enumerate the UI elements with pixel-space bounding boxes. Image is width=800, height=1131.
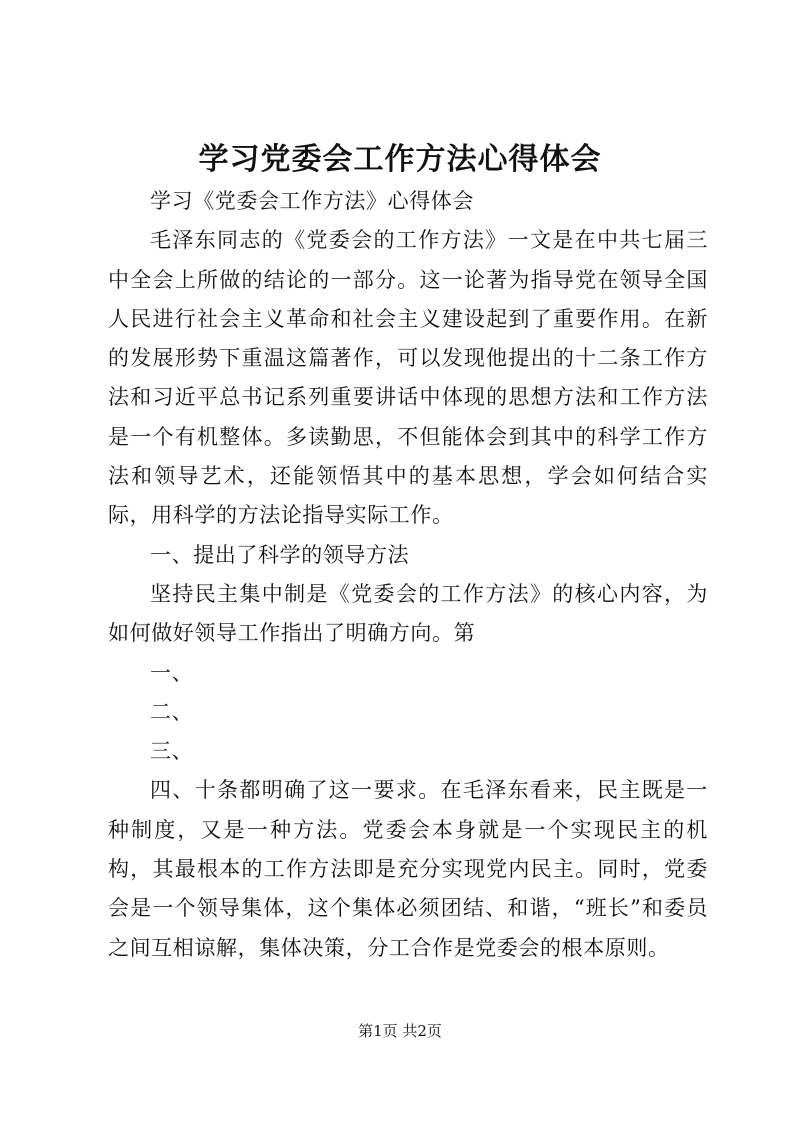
body-paragraph: 四、十条都明确了这一要求。在毛泽东看来，民主既是一种制度，又是一种方法。党委会本身就是一个实现民主的机构，其最根本的工作方法即是充分实现党内民主。同时，党委会是一个领导集体，这个集体必须团结、和谐，“班长”和委员之间互相谅解，集体决策，分工合作是党委会的根本原则。: [108, 778, 708, 960]
list-marker-paragraph: 一、: [150, 660, 194, 685]
body-paragraph: 坚持民主集中制是《党委会的工作方法》的核心内容，为如何做好领导工作指出了明确方向。第: [108, 581, 708, 646]
document-title: 学习党委会工作方法心得体会: [198, 142, 602, 177]
section-heading: 一、提出了科学的领导方法: [150, 542, 410, 567]
subtitle-paragraph: 学习《党委会工作方法》心得体会: [150, 189, 474, 213]
list-marker-paragraph: 二、: [150, 699, 194, 724]
document-body: [108, 182, 708, 968]
intro-paragraph: 毛泽东同志的《党委会的工作方法》一文是在中共七届三中全会上所做的结论的一部分。这一论著为指导党在领导全国人民进行社会主义革命和社会主义建设起到了重要作用。在新的发展形势下重温这篇著作，可以发现他提出的十二条工作方法和习近平总书记系列重要讲话中体现的思想方法和工作方法是一个有机整体。多读勤思，不但能体会到其中的科学工作方法和领导艺术，还能领悟其中的基本思想，学会如何结合实际，用科学的方法论指导实际工作。: [108, 228, 708, 528]
list-marker-paragraph: 三、: [150, 739, 194, 764]
page-footer: 第1页 共2页: [358, 1022, 442, 1040]
